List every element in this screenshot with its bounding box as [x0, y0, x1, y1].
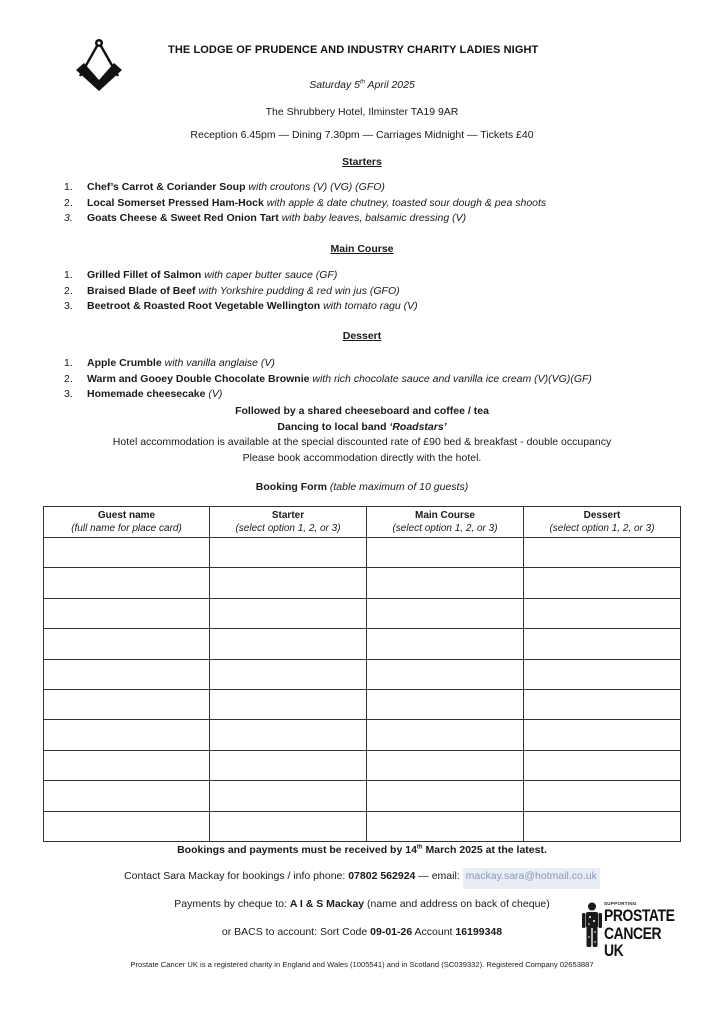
item-number: 2.: [64, 372, 73, 385]
column-subheading: (select option 1, 2, or 3): [392, 523, 498, 534]
dish-name: Warm and Gooey Double Chocolate Brownie: [87, 372, 310, 385]
item-number: 2.: [64, 284, 73, 297]
guest-name-cell[interactable]: [44, 750, 210, 780]
main-course-cell[interactable]: [367, 659, 524, 689]
contact-prefix: Contact Sara Mackay for bookings / info phone:: [124, 870, 349, 882]
date-month-year: April 2025: [365, 79, 415, 91]
booking-deadline: [0, 844, 724, 856]
dish-name: Goats Cheese & Sweet Red Onion Tart: [87, 212, 279, 224]
column-subheading: (full name for place card): [71, 523, 182, 534]
main-course-cell[interactable]: [367, 781, 524, 811]
starter-cell[interactable]: [210, 720, 367, 750]
booking-form-heading: Booking Form: [255, 481, 327, 493]
account-label: Account: [412, 926, 456, 938]
main-course-list: [64, 268, 418, 315]
main-course-cell[interactable]: [367, 750, 524, 780]
dessert-heading: Dessert: [342, 330, 382, 342]
dessert-cell[interactable]: [524, 538, 681, 568]
dancing-prefix: Dancing to local band: [277, 420, 390, 433]
main-course-cell[interactable]: [367, 811, 524, 841]
column-subheading: (select option 1, 2, or 3): [235, 523, 341, 534]
column-heading: Guest name: [97, 510, 156, 521]
dish-name: Beetroot & Roasted Root Vegetable Wellington: [87, 300, 321, 312]
sponsor-supporting-label: SUPPORTING: [604, 901, 637, 906]
guest-name-cell[interactable]: [44, 629, 210, 659]
event-date: [0, 79, 724, 91]
menu-item: [64, 356, 592, 372]
dessert-cell[interactable]: [524, 750, 681, 780]
dessert-cell[interactable]: [524, 720, 681, 750]
item-number: 3.: [64, 300, 73, 312]
column-heading: Dessert: [583, 510, 621, 521]
item-number: 3.: [64, 388, 73, 400]
guest-name-cell[interactable]: [44, 811, 210, 841]
table-row: [44, 568, 681, 598]
account-number: 16199348: [455, 926, 503, 938]
table-row: [44, 629, 681, 659]
main-course-cell[interactable]: [367, 598, 524, 628]
sponsor-name-line2: CANCER UK: [604, 924, 662, 960]
contact-phone[interactable]: 07802 562924: [348, 870, 416, 882]
book-direct-note: Please book accommodation directly with the hotel.: [242, 451, 482, 464]
table-row: [44, 659, 681, 689]
main-course-cell[interactable]: [367, 720, 524, 750]
dish-description: with tomato ragu (V): [323, 300, 418, 312]
dessert-cell[interactable]: [524, 811, 681, 841]
dish-description: with rich chocolate sauce and vanilla ice cream (V)(VG)(GF): [312, 372, 592, 385]
starters-list: [64, 180, 546, 227]
booking-form-body: [44, 538, 681, 842]
dish-description: with caper butter sauce (GF): [204, 269, 338, 281]
starter-cell[interactable]: [210, 689, 367, 719]
email-label: — email:: [415, 870, 463, 882]
menu-item: [64, 387, 592, 403]
table-row: [44, 689, 681, 719]
starter-cell[interactable]: [210, 750, 367, 780]
item-number: 1.: [64, 357, 73, 369]
menu-item: [64, 196, 546, 212]
dessert-cell[interactable]: [524, 689, 681, 719]
cheeseboard-note: Followed by a shared cheeseboard and coffee / tea: [235, 405, 489, 417]
sort-code: 09-01-26: [370, 926, 413, 938]
contact-email-link[interactable]: mackay.sara@hotmail.co.uk: [463, 868, 600, 889]
starter-cell[interactable]: [210, 538, 367, 568]
guest-name-cell[interactable]: [44, 781, 210, 811]
starter-cell[interactable]: [210, 811, 367, 841]
starter-cell[interactable]: [210, 629, 367, 659]
starter-cell[interactable]: [210, 781, 367, 811]
dish-name: Apple Crumble: [87, 357, 162, 369]
accommodation-note: Hotel accommodation is available at the special discounted rate of £90 bed & breakfast - double occupancy: [112, 436, 612, 448]
date-day: Saturday 5: [309, 79, 360, 91]
event-info: [0, 404, 724, 466]
table-row: [44, 811, 681, 841]
dish-description: with Yorkshire pudding & red win jus (GFO): [198, 284, 400, 297]
item-number: 3.: [64, 212, 73, 224]
starter-cell[interactable]: [210, 659, 367, 689]
booking-form-title: [0, 481, 724, 493]
menu-item: [64, 268, 418, 284]
dessert-cell[interactable]: [524, 659, 681, 689]
item-number: 2.: [64, 196, 73, 209]
dish-name: Braised Blade of Beef: [87, 284, 196, 297]
column-heading: Starter: [271, 510, 305, 521]
dish-name: Grilled Fillet of Salmon: [87, 269, 202, 281]
main-course-heading: Main Course: [330, 243, 394, 255]
prostate-cancer-uk-man-icon: [582, 902, 602, 948]
cheque-prefix: Payments by cheque to:: [174, 898, 290, 910]
table-row: [44, 720, 681, 750]
column-header-main-course: [367, 507, 524, 538]
menu-item: [64, 372, 592, 388]
dish-description: with croutons (V) (VG) (GFO): [248, 181, 385, 193]
contact-line: [0, 870, 724, 882]
cheque-suffix: (name and address on back of cheque): [364, 898, 550, 910]
table-row: [44, 781, 681, 811]
deadline-suffix: March 2025 at the latest.: [422, 844, 547, 856]
guest-name-cell[interactable]: [44, 689, 210, 719]
guest-name-cell[interactable]: [44, 659, 210, 689]
starter-cell[interactable]: [210, 598, 367, 628]
starter-cell[interactable]: [210, 568, 367, 598]
table-row: [44, 598, 681, 628]
guest-name-cell[interactable]: [44, 568, 210, 598]
dish-description: (V): [208, 388, 223, 400]
dessert-list: [64, 356, 592, 403]
item-number: 1.: [64, 181, 73, 193]
guest-name-cell[interactable]: [44, 598, 210, 628]
menu-item: [64, 284, 418, 300]
dish-name: Homemade cheesecake: [87, 388, 206, 400]
starters-heading: Starters: [342, 156, 382, 168]
bacs-prefix: or BACS to account: Sort Code: [221, 926, 371, 938]
dessert-cell[interactable]: [524, 781, 681, 811]
prostate-cancer-uk-logo: [582, 898, 692, 960]
deadline-ordinal: th: [416, 844, 423, 851]
column-header-guest-name: [44, 507, 210, 538]
guest-name-cell[interactable]: [44, 720, 210, 750]
main-course-cell[interactable]: [367, 538, 524, 568]
column-header-dessert: [524, 507, 681, 538]
dessert-cell[interactable]: [524, 568, 681, 598]
menu-item: [64, 211, 546, 227]
event-times: Reception 6.45pm — Dining 7.30pm — Carriages Midnight — Tickets £40: [190, 129, 534, 141]
deadline-prefix: Bookings and payments must be received by 14: [177, 844, 417, 856]
booking-form-subtitle: (table maximum of 10 guests): [329, 481, 469, 493]
column-header-starter: [210, 507, 367, 538]
main-course-cell[interactable]: [367, 689, 524, 719]
dish-name: Chef’s Carrot & Coriander Soup: [87, 181, 246, 193]
event-title: THE LODGE OF PRUDENCE AND INDUSTRY CHARITY LADIES NIGHT: [168, 44, 539, 56]
dish-description: with apple & date chutney, toasted sour dough & pea shoots: [266, 196, 547, 209]
dish-description: with baby leaves, balsamic dressing (V): [281, 212, 467, 224]
cheque-payee: A I & S Mackay: [289, 898, 365, 910]
table-row: [44, 750, 681, 780]
dessert-cell[interactable]: [524, 598, 681, 628]
dish-name: Local Somerset Pressed Ham-Hock: [87, 196, 264, 209]
date-ordinal: th: [359, 79, 365, 86]
event-venue: The Shrubbery Hotel, Ilminster TA19 9AR: [265, 106, 459, 118]
dessert-cell[interactable]: [524, 629, 681, 659]
sponsor-name-line1: PROSTATE: [604, 906, 675, 925]
dancing-note: [0, 420, 724, 436]
item-number: 1.: [64, 269, 73, 281]
band-name: ‘Roadstars’: [389, 420, 447, 433]
main-course-cell[interactable]: [367, 568, 524, 598]
guest-name-cell[interactable]: [44, 538, 210, 568]
menu-item: [64, 299, 418, 315]
column-subheading: (select option 1, 2, or 3): [549, 523, 655, 534]
menu-item: [64, 180, 546, 196]
charity-registration-footer: Prostate Cancer UK is a registered charity in England and Wales (1005541) and in Scotland (SC039332). Registered Company 02653887: [130, 960, 594, 969]
booking-form-table: [43, 506, 681, 842]
dish-description: with vanilla anglaise (V): [164, 357, 275, 369]
table-header-row: [44, 507, 681, 538]
main-course-cell[interactable]: [367, 629, 524, 659]
column-heading: Main Course: [414, 510, 475, 521]
table-row: [44, 538, 681, 568]
